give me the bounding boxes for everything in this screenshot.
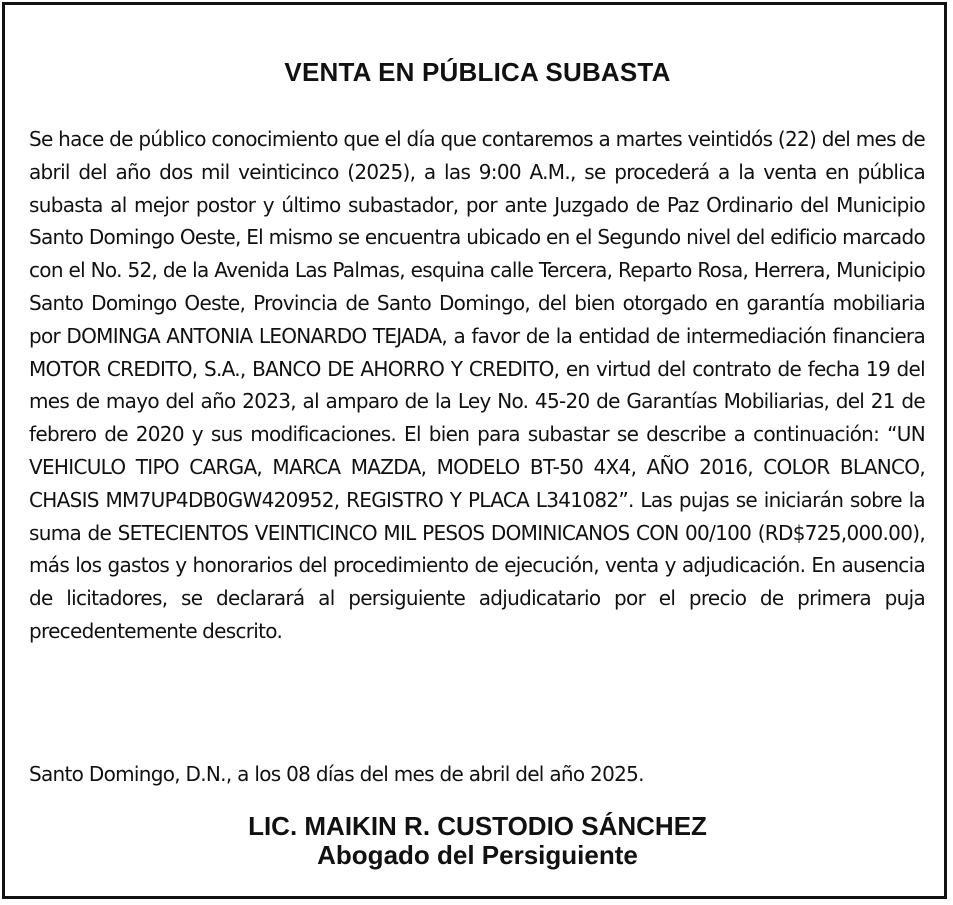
signature-block bbox=[5, 811, 950, 869]
notice-title: VENTA EN PÚBLICA SUBASTA bbox=[284, 57, 671, 87]
notice-date-line: Santo Domingo, D.N., a los 08 días del mes de abril del año 2025. bbox=[29, 762, 644, 786]
signer-role: Abogado del Persiguiente bbox=[317, 840, 638, 870]
notice-body: Se hace de público conocimiento que el día que contaremos a martes veintidós (22) del mes de abril del año dos mil veinticinco (2025), a las 9:00 A.M., se procederá a la venta en pública subasta al mejor postor y último subastador, por ante Juzgado de Paz Ordinario del Municipio Santo Domingo Oeste, El mismo se encuentra ubicado en el Segundo nivel del edificio marcado con el No. 52, de la Avenida Las Palmas, esquina calle Tercera, Reparto Rosa, Herrera, Municipio Santo Domingo Oeste, Provincia de Santo Domingo, del bien otorgado en garantía mobiliaria por DOMINGA ANTONIA LEONARDO TEJADA, a favor de la entidad de intermediación financiera MOTOR CREDITO, S.A., BANCO DE AHORRO Y CREDITO, en virtud del contrato de fecha 19 del mes de mayo del año 2023, al amparo de la Ley No. 45-20 de Garantías Mobiliarias, del 21 de febrero de 2020 y sus modificaciones. El bien para subastar se describe a continuación: “UN VEHICULO TIPO CARGA, MARCA MAZDA, MODELO BT-50 4X4, AÑO 2016, COLOR BLANCO, CHASIS MM7UP4DB0GW420952, REGISTRO Y PLACA L341082”. Las pujas se iniciarán sobre la suma de SETECIENTOS VEINTICINCO MIL PESOS DOMINICANOS CON 00/100 (RD$725,000.00), más los gastos y honorarios del procedimiento de ejecución, venta y adjudicación. En ausencia de licitadores, se declarará al persiguiente adjudicatario por el precio de primera puja precedentemente descrito. bbox=[29, 127, 925, 643]
signer-name: LIC. MAIKIN R. CUSTODIO SÁNCHEZ bbox=[248, 811, 707, 841]
notice-frame bbox=[2, 2, 947, 899]
